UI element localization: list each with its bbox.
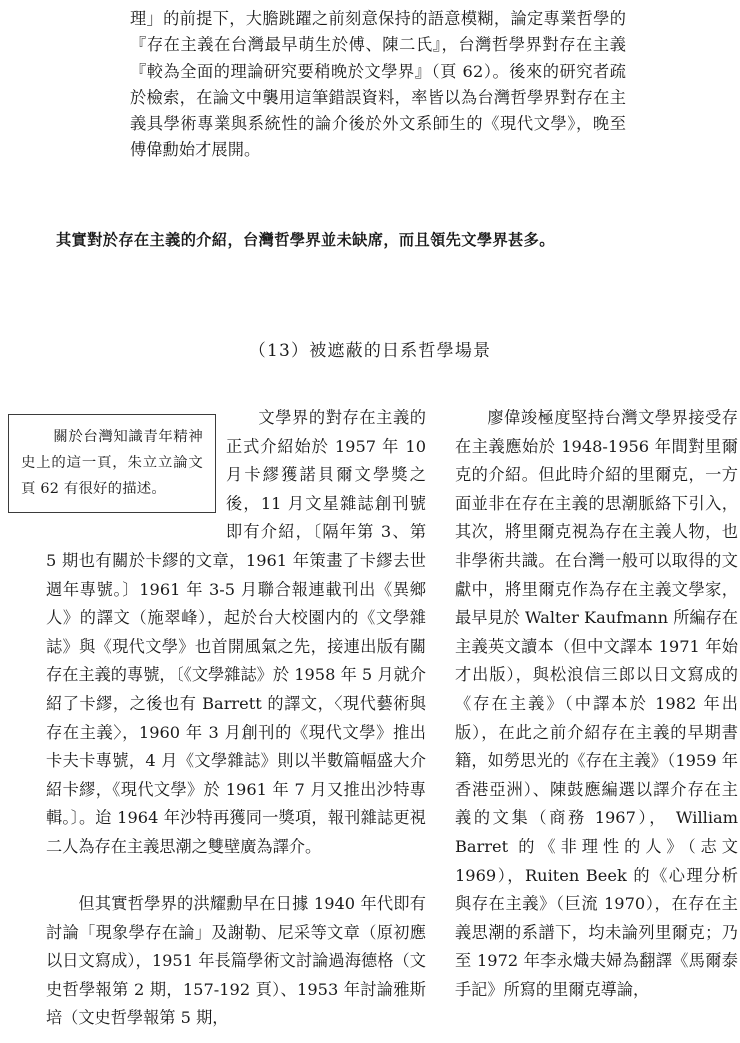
right-column-paragraph-1: 廖偉竣極度堅持台灣文學界接受存在主義應始於 1948-1956 年間對里爾克的介紹。但此時介紹的里爾克，一方面並非在存在主義的思潮脈絡下引入，其次，將里爾克視為存在主義人物，也非學術共識。在台灣一般可以取得的文獻中，將里爾克作為存在主義文學家，最早見於 Walter Kaufmann 所編存在主義英文讀本（但中文譯本 1971 年始才出版），與松浪信三郎以日文寫成的《存在主義》（中譯本於 1982 年出版），在此之前介紹存在主義的早期書籍，如勞思光的《存在主義》（1959 年香港亞洲）、陳鼓應編選以譯介存在主義的文集（商務 1967）， William Barret 的《非理性的人》（志文 1969），Ruiten Beek 的《心理分析與存在主義》（巨流 1970），在存在主義思潮的系譜下，均未論列里爾克；乃至 1972 年李永熾夫婦為翻譯《馬爾泰手記》所寫的里爾克導論， — [455, 408, 738, 999]
right-column — [455, 404, 738, 1004]
note-box: 關於台灣知識青年精神史上的這一頁，朱立立論文頁 62 有很好的描述。 — [8, 414, 216, 513]
left-paragraph-1-text: 文學界的對存在主義的正式介紹始於 1957 年 10 月卡繆獲諾貝爾文學獎之後，11 月文星雜誌創刊號即有介紹，〔隔年第 3、第 5 期也有關於卡繆的文章，1961 年策畫了卡繆去世週年專號。〕1961 年 3-5 月聯合報連載刊出《異鄉人》的譯文（施翠峰），起於台大校園内的《文學雜誌》與《現代文學》也首開風氣之先，接連出版有關存在主義的專號，〔《文學雜誌》於 1958 年 5 月就介紹了卡繆，之後也有 Barrett 的譯文，〈現代藝術與存在主義〉，1960 年 3 月創刊的《現代文學》推出卡夫卡專號，4 月《文學雜誌》則以半數篇幅盛大介紹卡繆，《現代文學》於 1961 年 7 月又推出沙特專輯。〕。迨 1964 年沙特再獲同一獎項，報刊雜誌更視二人為存在主義思潮之雙壁廣為譯介。 — [46, 408, 426, 856]
left-column — [21, 404, 426, 1033]
left-column-paragraph-2: 但其實哲學界的洪耀勳早在日據 1940 年代即有討論「現象學存在論」及謝勒、尼采等文章（原初應以日文寫成），1951 年長篇學術文討論過海德格（文史哲學報第 2 期，157-192 頁）、1953 年討論雅斯培（文史哲學報第 5 期， — [46, 894, 426, 1028]
section-heading: （13）被遮蔽的日系哲學場景 — [248, 341, 492, 361]
intro-paragraph: 理」的前提下，大膽跳躍之前刻意保持的語意模糊，論定專業哲學的『存在主義在台灣最早萌生於傅、陳二氏』，台灣哲學界對存在主義『較為全面的理論研究要稍晚於文學界』（頁 62）。後來的研究者疏於檢索，在論文中襲用這筆錯誤資料，率皆以為台灣哲學界對存在主義具學術專業與系統性的論介後於外文系師生的《現代文學》，晚至傅偉勳始才展開。 — [130, 9, 626, 160]
bold-statement-line: 其實對於存在主義的介紹，台灣哲學界並未缺席，而且領先文學界甚多。 — [56, 231, 555, 249]
left-column-paragraph-1 — [21, 404, 426, 862]
